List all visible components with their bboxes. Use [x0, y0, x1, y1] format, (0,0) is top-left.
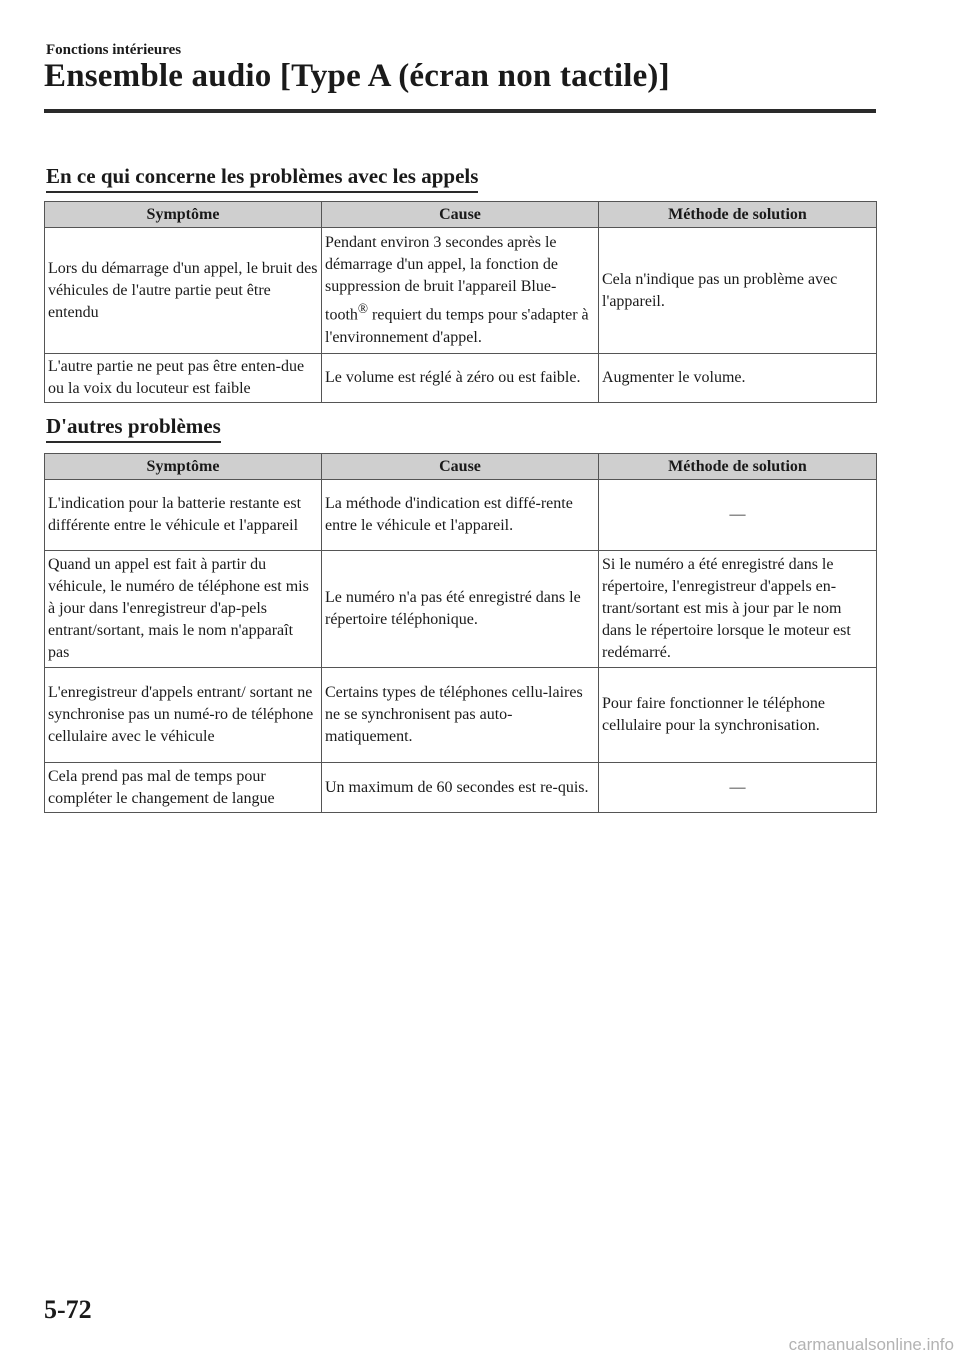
table-row	[45, 551, 877, 668]
table-row	[45, 480, 877, 551]
table-row	[45, 763, 877, 813]
column-header-cause: Cause	[322, 454, 599, 480]
symptom-cell: Quand un appel est fait à partir du véhicule, le numéro de téléphone est mis à jour dans l'enregistreur d'ap-pels entrant/sortant, mais le nom n'apparaît pas	[45, 551, 322, 668]
table-row	[45, 228, 877, 354]
solution-cell: Si le numéro a été enregistré dans le répertoire, l'enregistreur d'appels en-trant/sortant est mis à jour par le nom dans le répertoire lorsque le moteur est redémarré.	[599, 551, 877, 668]
chapter-label: Fonctions intérieures	[46, 42, 182, 58]
column-header-solution: Méthode de solution	[599, 454, 877, 480]
solution-cell: —	[599, 480, 877, 551]
cause-text-continued: requiert du temps pour s'adapter à l'environnement d'appel.	[325, 306, 589, 346]
calls-problems-table	[44, 201, 877, 403]
column-header-cause: Cause	[322, 202, 599, 228]
solution-cell: —	[599, 763, 877, 813]
column-header-solution: Méthode de solution	[599, 202, 877, 228]
solution-cell: Pour faire fonctionner le téléphone cellulaire pour la synchronisation.	[599, 668, 877, 763]
table-row	[45, 668, 877, 763]
column-header-symptom: Symptôme	[45, 202, 322, 228]
watermark: carmanualsonline.info	[788, 1335, 954, 1354]
symptom-cell: L'indication pour la batterie restante est différente entre le véhicule et l'appareil	[45, 480, 322, 551]
registered-mark: ®	[357, 301, 369, 317]
cause-cell: Un maximum de 60 secondes est re-quis.	[322, 763, 599, 813]
cause-cell: La méthode d'indication est diffé-rente entre le véhicule et l'appareil.	[322, 480, 599, 551]
symptom-cell: L'enregistreur d'appels entrant/ sortant ne synchronise pas un numé-ro de téléphone cellulaire avec le véhicule	[45, 668, 322, 763]
symptom-cell: Cela prend pas mal de temps pour compléter le changement de langue	[45, 763, 322, 813]
cause-text: Pendant environ 3 secondes après le démarrage d'un appel, la fonction de suppression de bruit l'appareil Blue-tooth	[325, 234, 559, 324]
solution-cell: Cela n'indique pas un problème avec l'appareil.	[599, 228, 877, 354]
symptom-cell: Lors du démarrage d'un appel, le bruit des véhicules de l'autre partie peut être entendu	[45, 228, 322, 354]
solution-cell: Augmenter le volume.	[599, 354, 877, 403]
table-header-row	[45, 454, 877, 480]
symptom-cell: L'autre partie ne peut pas être enten-due ou la voix du locuteur est faible	[45, 354, 322, 403]
page-title: Ensemble audio [Type A (écran non tactile)]	[44, 58, 670, 94]
cause-cell: Certains types de téléphones cellu-laires ne se synchronisent pas auto-matiquement.	[322, 668, 599, 763]
column-header-symptom: Symptôme	[45, 454, 322, 480]
table-header-row	[45, 202, 877, 228]
section-heading-calls: En ce qui concerne les problèmes avec les appels	[46, 164, 478, 193]
title-divider	[44, 109, 876, 113]
section-heading-other: D'autres problèmes	[46, 414, 221, 443]
cause-cell: Le volume est réglé à zéro ou est faible.	[322, 354, 599, 403]
table-row	[45, 354, 877, 403]
page-number: 5-72	[44, 1295, 92, 1324]
cause-cell: Le numéro n'a pas été enregistré dans le répertoire téléphonique.	[322, 551, 599, 668]
other-problems-table	[44, 453, 877, 813]
cause-cell	[322, 228, 599, 354]
